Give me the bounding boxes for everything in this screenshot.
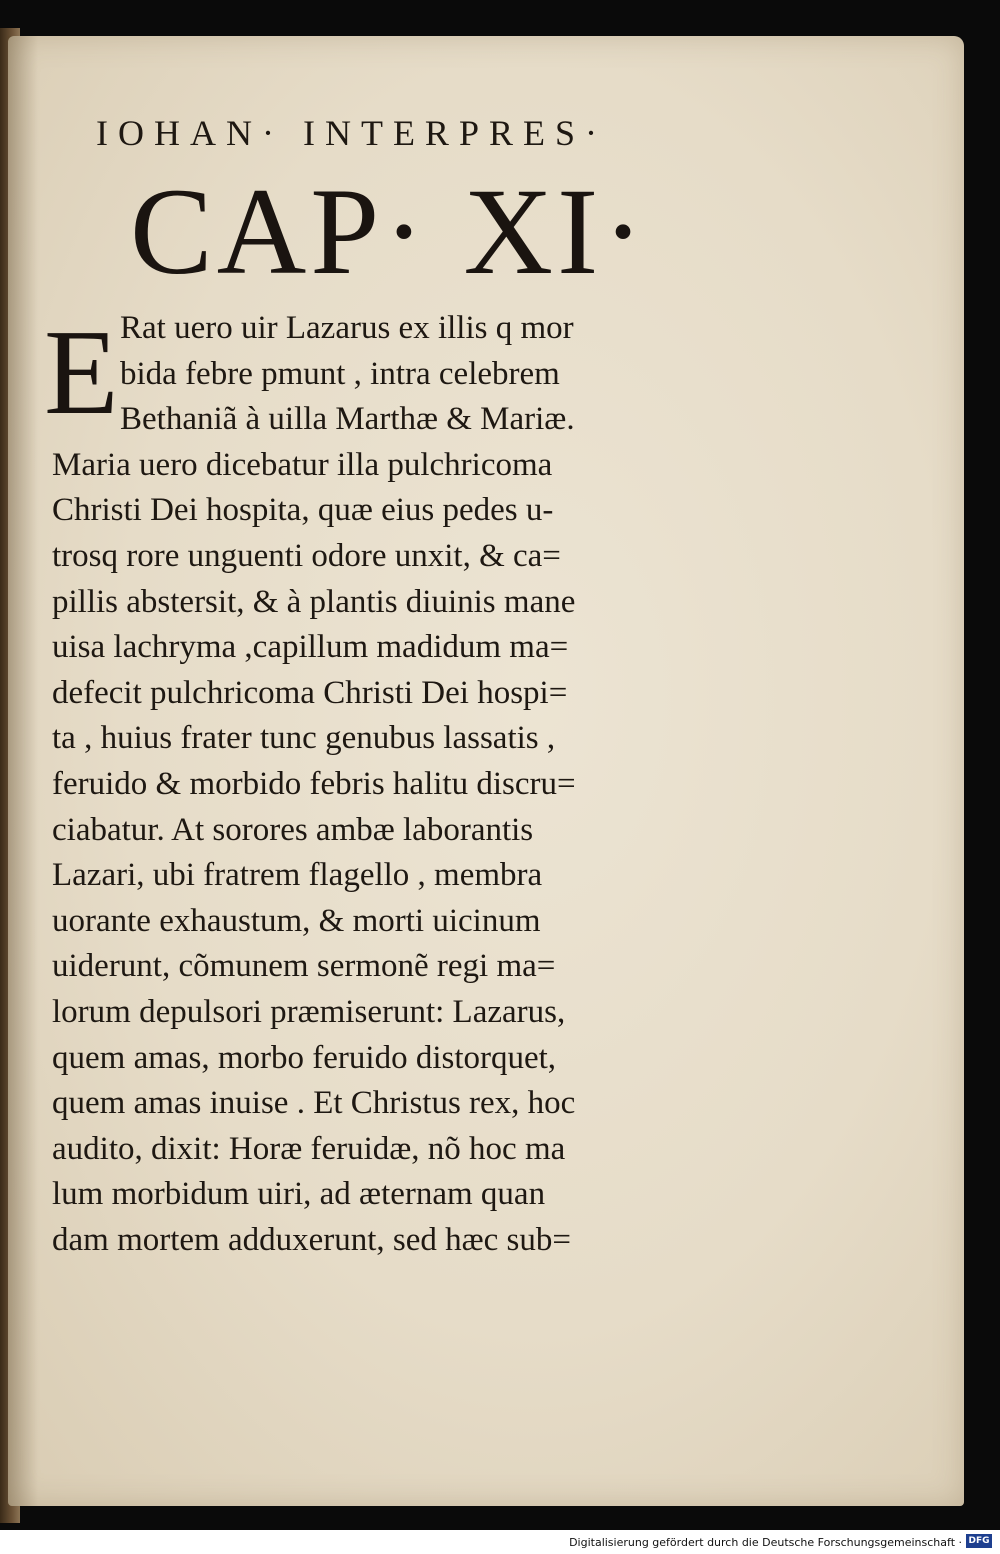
running-head: IOHAN· INTERPRES· <box>96 113 607 153</box>
text-line: Christi Dei hospita, quæ eius pedes u- <box>52 492 554 529</box>
text-line: lorum depulsori præmiserunt: Lazarus, <box>52 993 566 1030</box>
dfg-logo[interactable]: DFG <box>966 1534 992 1548</box>
text-line: uiderunt, cõmunem sermonẽ regi ma= <box>52 948 556 985</box>
text-line: bida febre pmunt , intra celebrem <box>120 355 560 392</box>
text-line: Lazari, ubi fratrem flagello , membra <box>52 857 543 894</box>
text-line: ta , huius frater tunc genubus lassatis , <box>52 720 556 757</box>
text-line: pillis abstersit, & à plantis diuinis mane <box>52 583 576 620</box>
text-line: audito, dixit: Horæ feruidæ, nõ hoc ma <box>52 1130 566 1167</box>
text-line: quem amas, morbo feruido distorquet, <box>52 1039 557 1076</box>
text-line: Bethaniã à uilla Marthæ & Mariæ. <box>120 401 575 438</box>
text-line: uorante exhaustum, & morti uicinum <box>52 902 541 939</box>
chapter-title: CAP· XI· <box>130 163 648 300</box>
text-line: quem amas inuise . Et Christus rex, hoc <box>52 1085 576 1122</box>
text-line: Rat uero uir Lazarus ex illis q mor <box>120 310 574 346</box>
text-line: trosq rore unguenti odore unxit, & ca= <box>52 537 561 574</box>
text-line: dam mortem adduxerunt, sed hæc sub= <box>52 1221 572 1258</box>
body-text <box>52 306 674 1263</box>
text-line: feruido & morbido febris halitu discru= <box>52 765 576 802</box>
text-line: defecit pulchricoma Christi Dei hospi= <box>52 674 568 711</box>
gutter-shadow <box>8 36 38 1506</box>
footer-credit[interactable]: Digitalisierung gefördert durch die Deutsche Forschungsgemeinschaft · <box>569 1536 962 1549</box>
text-line: lum morbidum uiri, ad æternam quan <box>52 1176 546 1213</box>
text-line: ciabatur. At sorores ambæ laborantis <box>52 811 534 848</box>
drop-cap: E <box>44 305 119 440</box>
text-line: Maria uero dicebatur illa pulchricoma <box>52 446 553 483</box>
text-line: uisa lachryma ,capillum madidum ma= <box>52 629 569 666</box>
